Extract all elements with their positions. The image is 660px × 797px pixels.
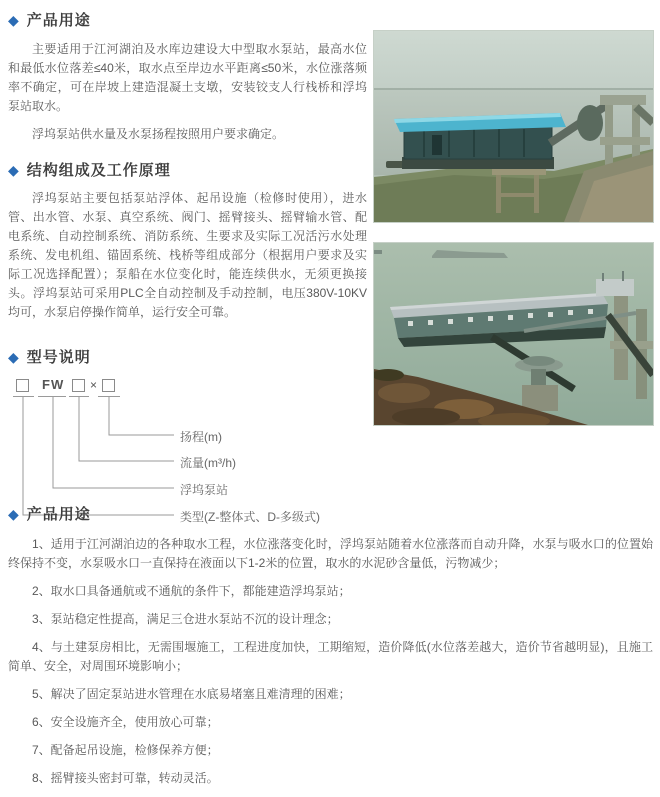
structure-paragraph: 浮坞泵站主要包括泵站浮体、起吊设施（检修时使用），进水管、出水管、水泵、真空系统、阀门、摇臂接头、摇臂输水管、配电系统、自动控制系统、消防系统、生要求及实际工况活污水处理系统、发电机组、锚固系统、栈桥等组成部分（根据用户要求及实际工况选择配置）；泵船在水位变化时，能连续供水，无须更换接头。浮坞泵站可采用PLC全自动控制及手动控制，电压380V-10KV均可，水泵启停操作简单，运行安全可靠。 xyxy=(8,191,367,319)
model-code-box-flow xyxy=(72,379,85,392)
model-code-box-type xyxy=(16,379,29,392)
usage-paragraph-2: 浮坞泵站供水量及水泵扬程按照用户要求确定。 xyxy=(32,127,285,141)
section-title: 产品用途 xyxy=(26,506,91,523)
feature-item: 6、安全设施齐全，使用放心可靠； xyxy=(32,715,219,729)
usage-paragraph-1: 主要适用于江河湖泊及水库边建设大中型取水泵站，最高水位和最低水位落差≤40米，取水点至岸边水平距离≤50米，水位涨落频率不确定，可在岸坡上建造混凝土支墩，安装铰支人行栈桥和浮坞泵站取水。 xyxy=(8,42,367,113)
features-section xyxy=(8,503,653,797)
feature-item: 8、摇臂接头密封可靠，转动灵活。 xyxy=(32,771,219,785)
feature-item: 3、泵站稳定性提高，满足三仓进水泵站不沉的设计理念； xyxy=(32,612,339,626)
feature-item: 5、解决了固定泵站进水管理在水底易堵塞且难清理的困难； xyxy=(32,687,351,701)
pump-station-photo-top xyxy=(373,30,654,223)
section-title: 产品用途 xyxy=(26,12,91,29)
model-label-flow: 流量(m³/h) xyxy=(180,456,236,470)
feature-item: 1、适用于江河湖泊边的各种取水工程，水位涨落变化时，浮坞泵站随着水位涨落而自动升降，水泵与吸水口的位置始终保持不变，水泵吸水口一直保持在液面以下1-2米的位置，取水的水泥砂含量低，污物减少； xyxy=(8,537,653,570)
model-underline xyxy=(69,396,89,397)
model-underline xyxy=(98,396,120,397)
model-underline xyxy=(38,396,66,397)
pump-station-photo-bottom xyxy=(373,242,654,426)
pump-station-photo-top-illustration xyxy=(374,31,653,222)
model-label-station: 浮坞泵站 xyxy=(180,483,229,497)
feature-item: 4、与土建泵房相比，无需围堰施工，工程进度加快，工期缩短，造价降低(水位落差越大，造价节省越明显)，且施工简单、安全，对周围环境影响小； xyxy=(8,640,653,673)
diamond-bullet-icon: ◆ xyxy=(8,11,20,28)
model-label-type: 类型(Z-整体式、D-多级式) xyxy=(180,510,320,524)
model-code-fw: FW xyxy=(42,377,65,392)
section-heading-features xyxy=(8,503,653,524)
pump-station-photo-bottom-illustration xyxy=(374,243,653,425)
model-code-times: × xyxy=(90,378,98,392)
left-column xyxy=(8,4,367,529)
section-title: 型号说明 xyxy=(26,349,91,366)
diamond-bullet-icon: ◆ xyxy=(8,505,20,522)
feature-item: 7、配备起吊设施，检修保养方便； xyxy=(32,743,219,757)
section-heading-usage xyxy=(8,9,367,30)
feature-item: 2、取水口具备通航或不通航的条件下，都能建造浮坞泵站； xyxy=(32,584,351,598)
model-code-box-head xyxy=(102,379,115,392)
section-heading-structure xyxy=(8,159,367,180)
section-title: 结构组成及工作原理 xyxy=(26,162,171,179)
diamond-bullet-icon: ◆ xyxy=(8,161,20,178)
section-heading-model xyxy=(8,346,367,367)
model-label-head: 扬程(m) xyxy=(180,430,222,444)
model-underline xyxy=(13,396,34,397)
diamond-bullet-icon: ◆ xyxy=(8,348,20,365)
